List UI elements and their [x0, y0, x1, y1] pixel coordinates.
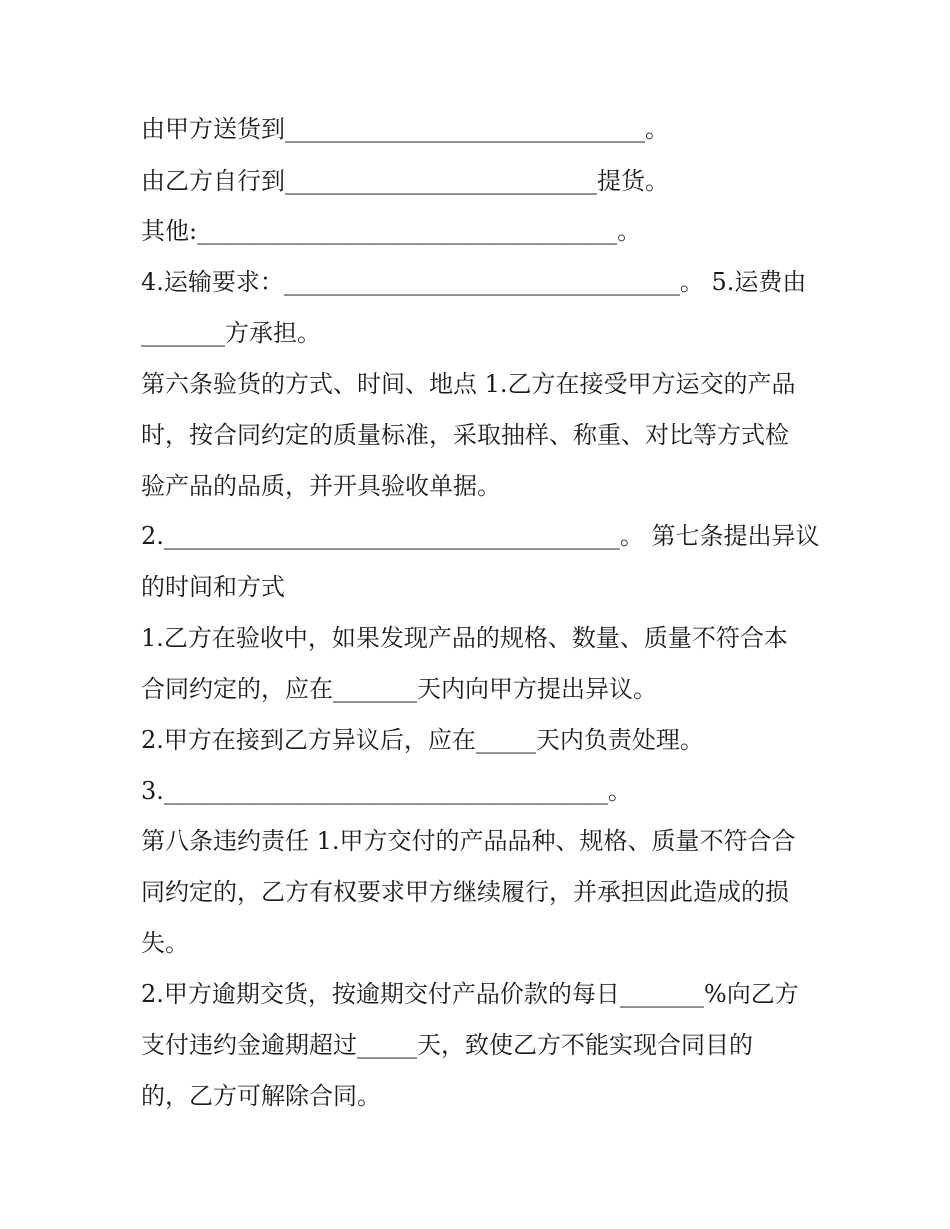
- text-line: 的，乙方可解除合同。: [141, 1082, 381, 1110]
- text-line: 由甲方送货到______________________________。: [141, 115, 669, 143]
- text-line: 第六条验货的方式、时间、地点 1.乙方在接受甲方运交的产品: [141, 370, 796, 398]
- text-line: 4.运输要求：_________________________________。 5.运费由: [141, 268, 807, 296]
- text-line: 失。: [141, 929, 189, 957]
- text-line: 支付违约金逾期超过_____天，致使乙方不能实现合同目的: [141, 1031, 753, 1059]
- text-line: _______方承担。: [141, 319, 321, 347]
- text-line: 2.甲方逾期交货，按逾期交付产品价款的每日_______%向乙方: [141, 980, 799, 1008]
- text-line: 第八条违约责任 1.甲方交付的产品品种、规格、质量不符合合: [141, 827, 796, 855]
- text-line: 的时间和方式: [141, 573, 285, 601]
- text-line: 同约定的，乙方有权要求甲方继续履行，并承担因此造成的损: [141, 878, 789, 906]
- text-line: 时，按合同约定的质量标准，采取抽样、称重、对比等方式检: [141, 421, 789, 449]
- text-line: 合同约定的，应在_______天内向甲方提出异议。: [141, 675, 657, 703]
- text-line: 3._____________________________________。: [141, 777, 632, 805]
- text-line: 验产品的品质，并开具验收单据。: [141, 472, 501, 500]
- text-line: 2.______________________________________。 第七条提出异议: [141, 522, 820, 550]
- text-line: 其他:___________________________________。: [141, 217, 642, 245]
- text-line: 1.乙方在验收中，如果发现产品的规格、数量、质量不符合本: [141, 624, 788, 652]
- text-line: 2.甲方在接到乙方异议后，应在_____天内负责处理。: [141, 726, 704, 754]
- text-line: 由乙方自行到__________________________提货。: [141, 167, 669, 195]
